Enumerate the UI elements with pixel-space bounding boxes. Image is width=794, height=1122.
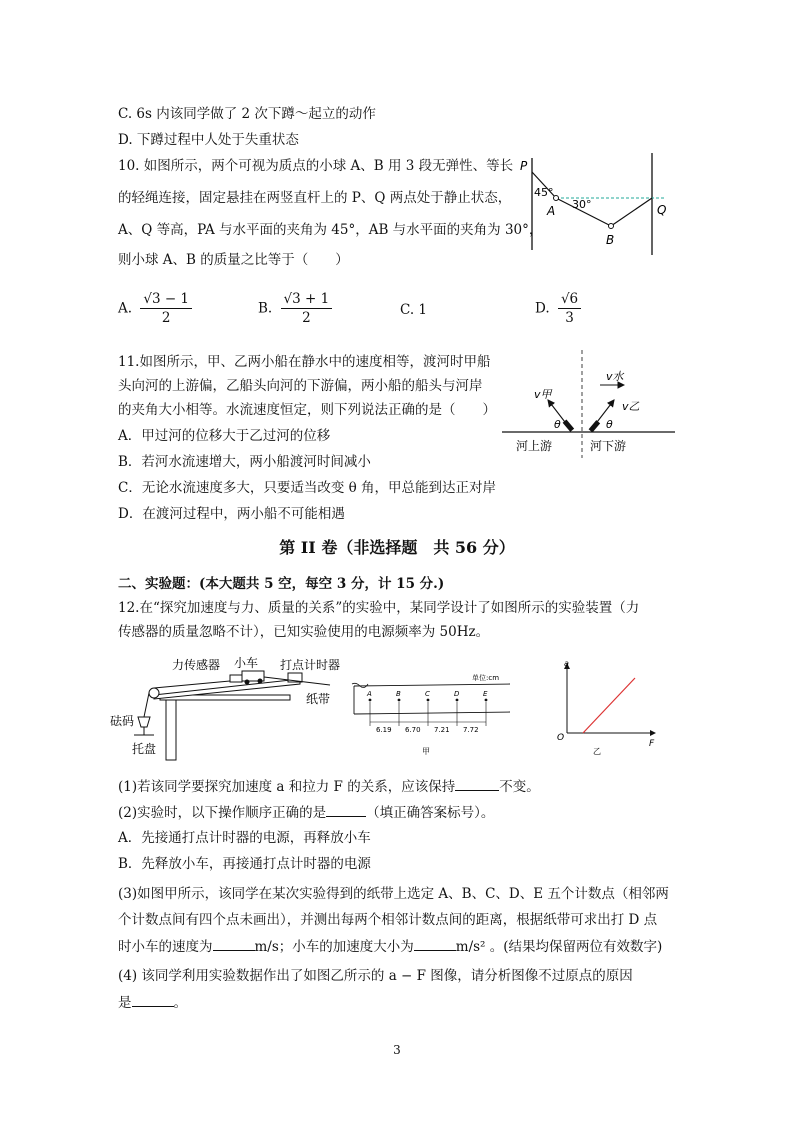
q12-label-yi: 乙	[593, 747, 601, 756]
section2-heading: 二、实验题：(本大题共 5 空，每空 3 分，计 15 分.)	[118, 576, 445, 592]
q11-label-upstream: 河上游	[516, 439, 553, 453]
q12-label-timer: 打点计时器	[280, 658, 341, 672]
q12-part2-blank[interactable]	[326, 802, 366, 817]
q10-label-b: B	[606, 233, 615, 247]
q10-stem-line3: A、Q 等高，PA 与水平面的夹角为 45°，AB 与水平面的夹角为 30°，	[118, 222, 543, 238]
q12-tape-distance-label: 7.72	[463, 726, 479, 734]
q12-tape-unit: 单位:cm	[472, 674, 500, 682]
q12-label-sensor: 力传感器	[172, 658, 221, 672]
q11-figure	[500, 350, 680, 460]
q12-tape-distance-label: 6.19	[376, 726, 392, 734]
q11-label-v-shui: v水	[606, 370, 624, 383]
q12-graph-axis-f: F	[649, 739, 655, 749]
q10-label-a: A	[547, 204, 556, 218]
page-number: 3	[393, 1043, 401, 1057]
q10-stem-line4: 则小球 A、B 的质量之比等于（ ）	[118, 252, 349, 268]
q10-angle-30: 30°	[572, 198, 592, 211]
q12-label-cart: 小车	[234, 656, 259, 670]
q12-stem-line2: 传感器的质量忽略不计），已知实验使用的电源频率为 50Hz。	[118, 624, 490, 640]
q12-part4-blank[interactable]	[132, 992, 174, 1007]
q11-label-v-yi: v乙	[622, 400, 640, 413]
q12-tape-point	[456, 699, 459, 702]
q12-label-jia: 甲	[422, 747, 430, 756]
q9-option-c: C. 6s 内该同学做了 2 次下蹲～起立的动作	[118, 106, 376, 122]
q11-option-b: B．若河水流速增大，两小船渡河时间减小	[118, 454, 371, 470]
q10-option-c: C. 1	[400, 302, 428, 318]
q12-tape-point-label: B	[396, 690, 401, 698]
q12-tape-point	[398, 699, 401, 702]
q11-stem-line3: 的夹角大小相等。水流速度恒定，则下列说法正确的是（ ）	[118, 402, 496, 418]
q12-part3-line2: 个计数点间有四个点未画出），并测出每两个相邻计数点间的距离，根据纸带可求出打 D 点	[118, 912, 658, 928]
q12-tape-point-label: C	[425, 690, 430, 698]
q12-part1: (1)若该同学要探究加速度 a 和拉力 F 的关系，应该保持 不变。	[118, 776, 540, 797]
q12-tape-point-label: D	[454, 690, 460, 698]
q12-part4-line2: 是 。	[118, 992, 187, 1013]
q12-tape-distance-label: 7.21	[434, 726, 450, 734]
q10-stem-line1: 10. 如图所示，两个可视为质点的小球 A、B 用 3 段无弹性、等长	[118, 158, 514, 174]
q12-tape-point	[427, 699, 430, 702]
q12-part2-option-b: B．先释放小车，再接通打点计时器的电源	[118, 856, 371, 872]
q12-label-tape: 纸带	[306, 692, 331, 706]
q12-part1-blank[interactable]	[455, 776, 499, 791]
q10-stem-line2: 的轻绳连接，固定悬挂在两竖直杆上的 P、Q 两点处于静止状态，	[118, 190, 512, 206]
q12-stem-line1: 12.在“探究加速度与力、质量的关系”的实验中，某同学设计了如图所示的实验装置（力	[118, 600, 640, 616]
q10-option-b: B. $\frac{√3 + 1}{2}$	[258, 290, 336, 327]
q11-label-v-jia: v甲	[534, 388, 552, 401]
q12-tape-point	[369, 699, 372, 702]
q11-theta-right: θ	[606, 418, 613, 431]
q11-stem-line1: 11.如图所示，甲、乙两小船在静水中的速度相等，渡河时甲船	[118, 354, 491, 370]
q12-graph-origin: O	[557, 733, 565, 743]
q10-angle-45: 45°	[534, 186, 554, 199]
q12-tape-point-label: A	[367, 690, 372, 698]
q10-option-d: D. $\frac{√6}{3}$	[535, 290, 585, 327]
q12-apparatus-figure	[110, 655, 350, 765]
q12-part2: (2)实验时，以下操作顺序正确的是 （填正确答案标号）。	[118, 802, 494, 823]
q11-option-d: D．在渡河过程中，两小船不可能相遇	[118, 506, 345, 522]
q11-stem-line2: 头向河的上游偏，乙船头向河的下游偏，两小船的船头与河岸	[118, 378, 483, 394]
q10-label-q: Q	[657, 203, 667, 217]
q12-tape-point	[485, 699, 488, 702]
q12-aF-graph	[555, 658, 665, 758]
q12-part3-line1: (3)如图甲所示，该同学在某次实验得到的纸带上选定 A、B、C、D、E 五个计数点（相邻两	[118, 886, 669, 902]
q12-label-tray: 托盘	[132, 742, 157, 756]
q12-tape-distance-label: 6.70	[405, 726, 421, 734]
q12-tape-figure	[350, 670, 520, 760]
q11-theta-left: θ	[554, 418, 561, 431]
q12-part3-line3: 时小车的速度为 m/s；小车的加速度大小为 m/s² 。(结果均保留两位有效数字)	[118, 936, 662, 957]
q10-figure	[520, 150, 680, 260]
part2-title: 第 II 卷（非选择题 共 56 分）	[279, 538, 515, 557]
q10-label-p: P	[520, 159, 528, 173]
q11-option-c: C．无论水流速度多大，只要适当改变 θ 角，甲总能到达正对岸	[118, 480, 497, 496]
q11-option-a: A．甲过河的位移大于乙过河的位移	[118, 428, 331, 444]
q11-label-downstream: 河下游	[590, 439, 627, 453]
q12-graph-axis-a: a	[564, 659, 569, 668]
q12-part4-line1: (4) 该同学利用实验数据作出了如图乙所示的 a − F 图像，请分析图像不过原点的原因	[118, 968, 633, 984]
q12-label-weight: 砝码	[110, 714, 135, 728]
q12-part3-blank-velocity[interactable]	[213, 936, 255, 951]
q12-part3-blank-acceleration[interactable]	[414, 936, 456, 951]
q12-part2-option-a: A．先接通打点计时器的电源，再释放小车	[118, 830, 371, 846]
q9-option-d: D. 下蹲过程中人处于失重状态	[118, 132, 299, 148]
q10-option-a: A. $\frac{√3 - 1}{2}$	[118, 290, 196, 327]
q12-tape-point-label: E	[483, 690, 488, 698]
